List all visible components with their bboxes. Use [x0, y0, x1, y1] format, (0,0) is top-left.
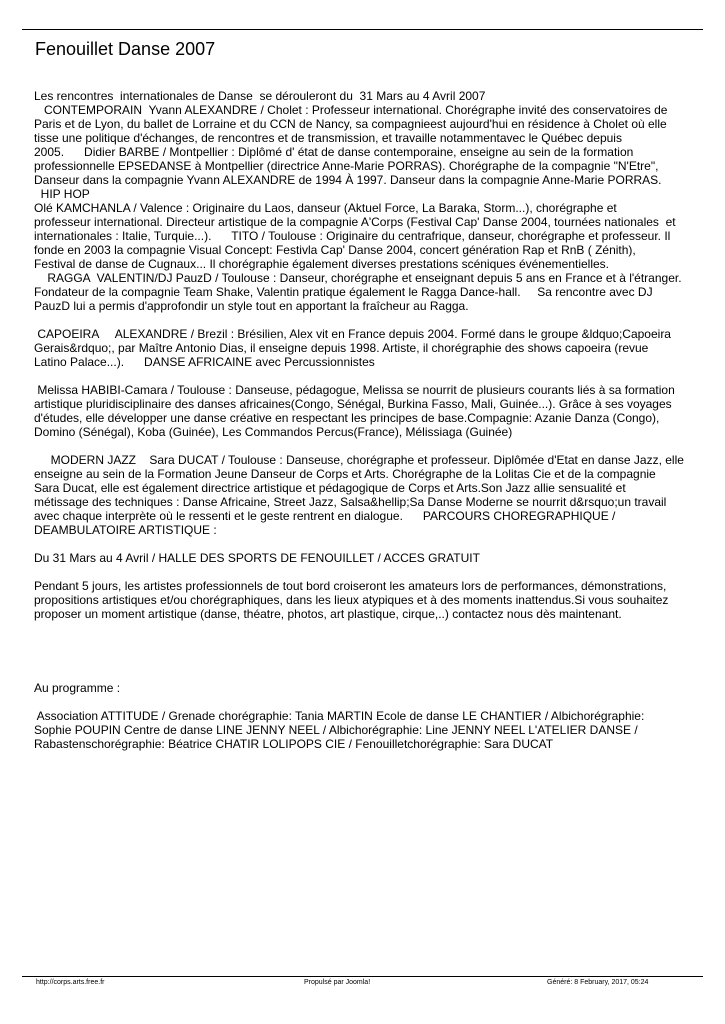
text-line: fonde en 2003 la compagnie Visual Concept: Festivla Cap' Danse 2004, concert génération Rap et RnB ( Zénith),: [34, 243, 636, 257]
text-line: Rabastenschorégraphie: Béatrice CHATIR LOLIPOPS CIE / Fenouilletchorégraphie: Sara DUCAT: [34, 737, 554, 751]
top-divider: [22, 29, 703, 30]
text-line: tisse une politique d'échanges, de rencontres et de transmission, et travaille notammentavec le Québec depuis: [34, 131, 622, 145]
text-line: Sara Ducat, elle est également directrice artistique et pédagogique de Corps et Arts.Son Jazz allie sensualité et: [34, 481, 626, 495]
dates-paragraph: [34, 551, 706, 565]
article-body: [34, 89, 706, 751]
text-line: métissage des techniques : Danse Africaine, Street Jazz, Salsa&hellip;Sa Danse Moderne se nourrit d&rsquo;un travail: [34, 495, 667, 509]
text-line: MODERN JAZZ Sara DUCAT / Toulouse : Danseuse, chorégraphe et professeur. Diplômée d'Etat en danse Jazz, elle: [34, 453, 684, 467]
text-line: Melissa HABIBI-Camara / Toulouse : Danseuse, pédagogue, Melissa se nourrit de plusieurs courants liés à sa formation: [34, 383, 675, 397]
text-line: proposer un moment artistique (danse, théatre, photos, art plastique, cirque,..) contactez nous dès maintenant.: [34, 607, 622, 621]
footer-site-link[interactable]: http://corps.arts.free.fr: [36, 979, 105, 986]
text-line: CONTEMPORAIN Yvann ALEXANDRE / Cholet : Professeur international. Chorégraphe invité des conservatoires de: [34, 103, 668, 117]
melissa-paragraph: [34, 383, 706, 439]
text-line: RAGGA VALENTIN/DJ PauzD / Toulouse : Danseur, chorégraphe et enseignant depuis 5 ans en France et à l'étranger.: [34, 271, 682, 285]
text-line: internationales : Italie, Turquie...). TITO / Toulouse : Originaire du centrafrique, danseur, chorégraphe et professeur. Il: [34, 229, 671, 243]
pendant-paragraph: [34, 579, 706, 621]
text-line: propositions artistiques et/ou chorégraphiques, dans les lieux atypiques et à des moments inattendus.Si vous souhaitez: [34, 593, 669, 607]
text-line: Pendant 5 jours, les artistes professionnels de tout bord croiseront les amateurs lors de performances, démonstrations,: [34, 579, 667, 593]
text-line: DEAMBULATOIRE ARTISTIQUE :: [34, 523, 217, 537]
capoeira-paragraph: [34, 327, 706, 369]
footer-divider: [22, 976, 703, 977]
text-line: Sophie POUPIN Centre de danse LINE JENNY NEEL / Albichorégraphie: Line JENNY NEEL L'ATELIER DANSE /: [34, 723, 638, 737]
page-title: Fenouillet Danse 2007: [35, 39, 216, 59]
text-line: 2005. Didier BARBE / Montpellier : Diplômé d' état de danse contemporaine, enseigne au sein de la formation: [34, 145, 634, 159]
text-line: artistique pluridisciplinaire des danses africaines(Congo, Sénégal, Burkina Fasso, Mali, Guinée...). Grâce à ses voyages: [34, 397, 672, 411]
text-line: Paris et de Lyon, du ballet de Lorraine et du CCN de Nancy, sa compagnieest aujourd'hui en résidence à Cholet où elle: [34, 117, 667, 131]
associations-paragraph: [34, 709, 706, 751]
modern-jazz-paragraph: [34, 453, 706, 537]
text-line: Festival de danse de Cugnaux... Il chorégraphie également diverses prestations scéniques événementielles.: [34, 257, 610, 271]
text-line: HIP HOP: [34, 187, 90, 201]
text-line: enseigne au sein de la Formation Jeune Danseur de Corps et Arts. Chorégraphe de la Lolitas Cie et de la compagnie: [34, 467, 656, 481]
intro-paragraph: [34, 89, 706, 313]
text-line: Les rencontres internationales de Danse se dérouleront du 31 Mars au 4 Avril 2007: [34, 89, 486, 103]
text-line: Latino Palace...). DANSE AFRICAINE avec Percussionnistes: [34, 355, 375, 369]
text-line: Du 31 Mars au 4 Avril / HALLE DES SPORTS DE FENOUILLET / ACCES GRATUIT: [34, 551, 480, 565]
text-line: d'études, elle développer une danse créative en respectant les principes de base.Compagnie: Azanie Danza (Congo),: [34, 411, 660, 425]
text-line: Association ATTITUDE / Grenade chorégraphie: Tania MARTIN Ecole de danse LE CHANTIER / Albichorégraphie:: [34, 709, 645, 723]
programme-heading: Au programme :: [34, 681, 121, 695]
footer-powered-by: Propulsé par Joomla!: [304, 979, 371, 986]
text-line: PauzD lui a permis d'approfondir un style tout en apportant la fraîcheur au Ragga.: [34, 299, 469, 313]
text-line: Domino (Sénégal), Koba (Guinée), Les Commandos Percus(France), Mélissiaga (Guinée): [34, 425, 513, 439]
text-line: avec chaque interprète où le ressenti et le geste rentrent en dialogue. PARCOURS CHOREGRAPHIQUE /: [34, 509, 616, 523]
text-line: Gerais&rdquo;, par Maître Antonio Dias, il enseigne depuis 1998. Artiste, il chorégraphie des shows capoeira (revue: [34, 341, 649, 355]
text-line: Fondateur de la compagnie Team Shake, Valentin pratique également le Ragga Dance-hall. Sa rencontre avec DJ: [34, 285, 653, 299]
text-line: CAPOEIRA ALEXANDRE / Brezil : Brésilien, Alex vit en France depuis 2004. Formé dans le groupe &ldquo;Capoeira: [34, 327, 671, 341]
text-line: professeur international. Directeur artistique de la compagnie A'Corps (Festival Cap' Danse 2004, tournées nationales et: [34, 215, 676, 229]
text-line: Olé KAMCHANLA / Valence : Originaire du Laos, danseur (Aktuel Force, La Baraka, Storm...), chorégraphe et: [34, 201, 617, 215]
text-line: Danseur dans la compagnie Yvann ALEXANDRE de 1994 À 1997. Danseur dans la compagnie Anne-Marie PORRAS.: [34, 173, 662, 187]
text-line: professionnelle EPSEDANSE à Montpellier (directrice Anne-Marie PORRAS). Chorégraphe de la compagnie "N'Etre",: [34, 159, 659, 173]
footer-generated-date: Généré: 8 February, 2017, 05:24: [547, 979, 649, 986]
